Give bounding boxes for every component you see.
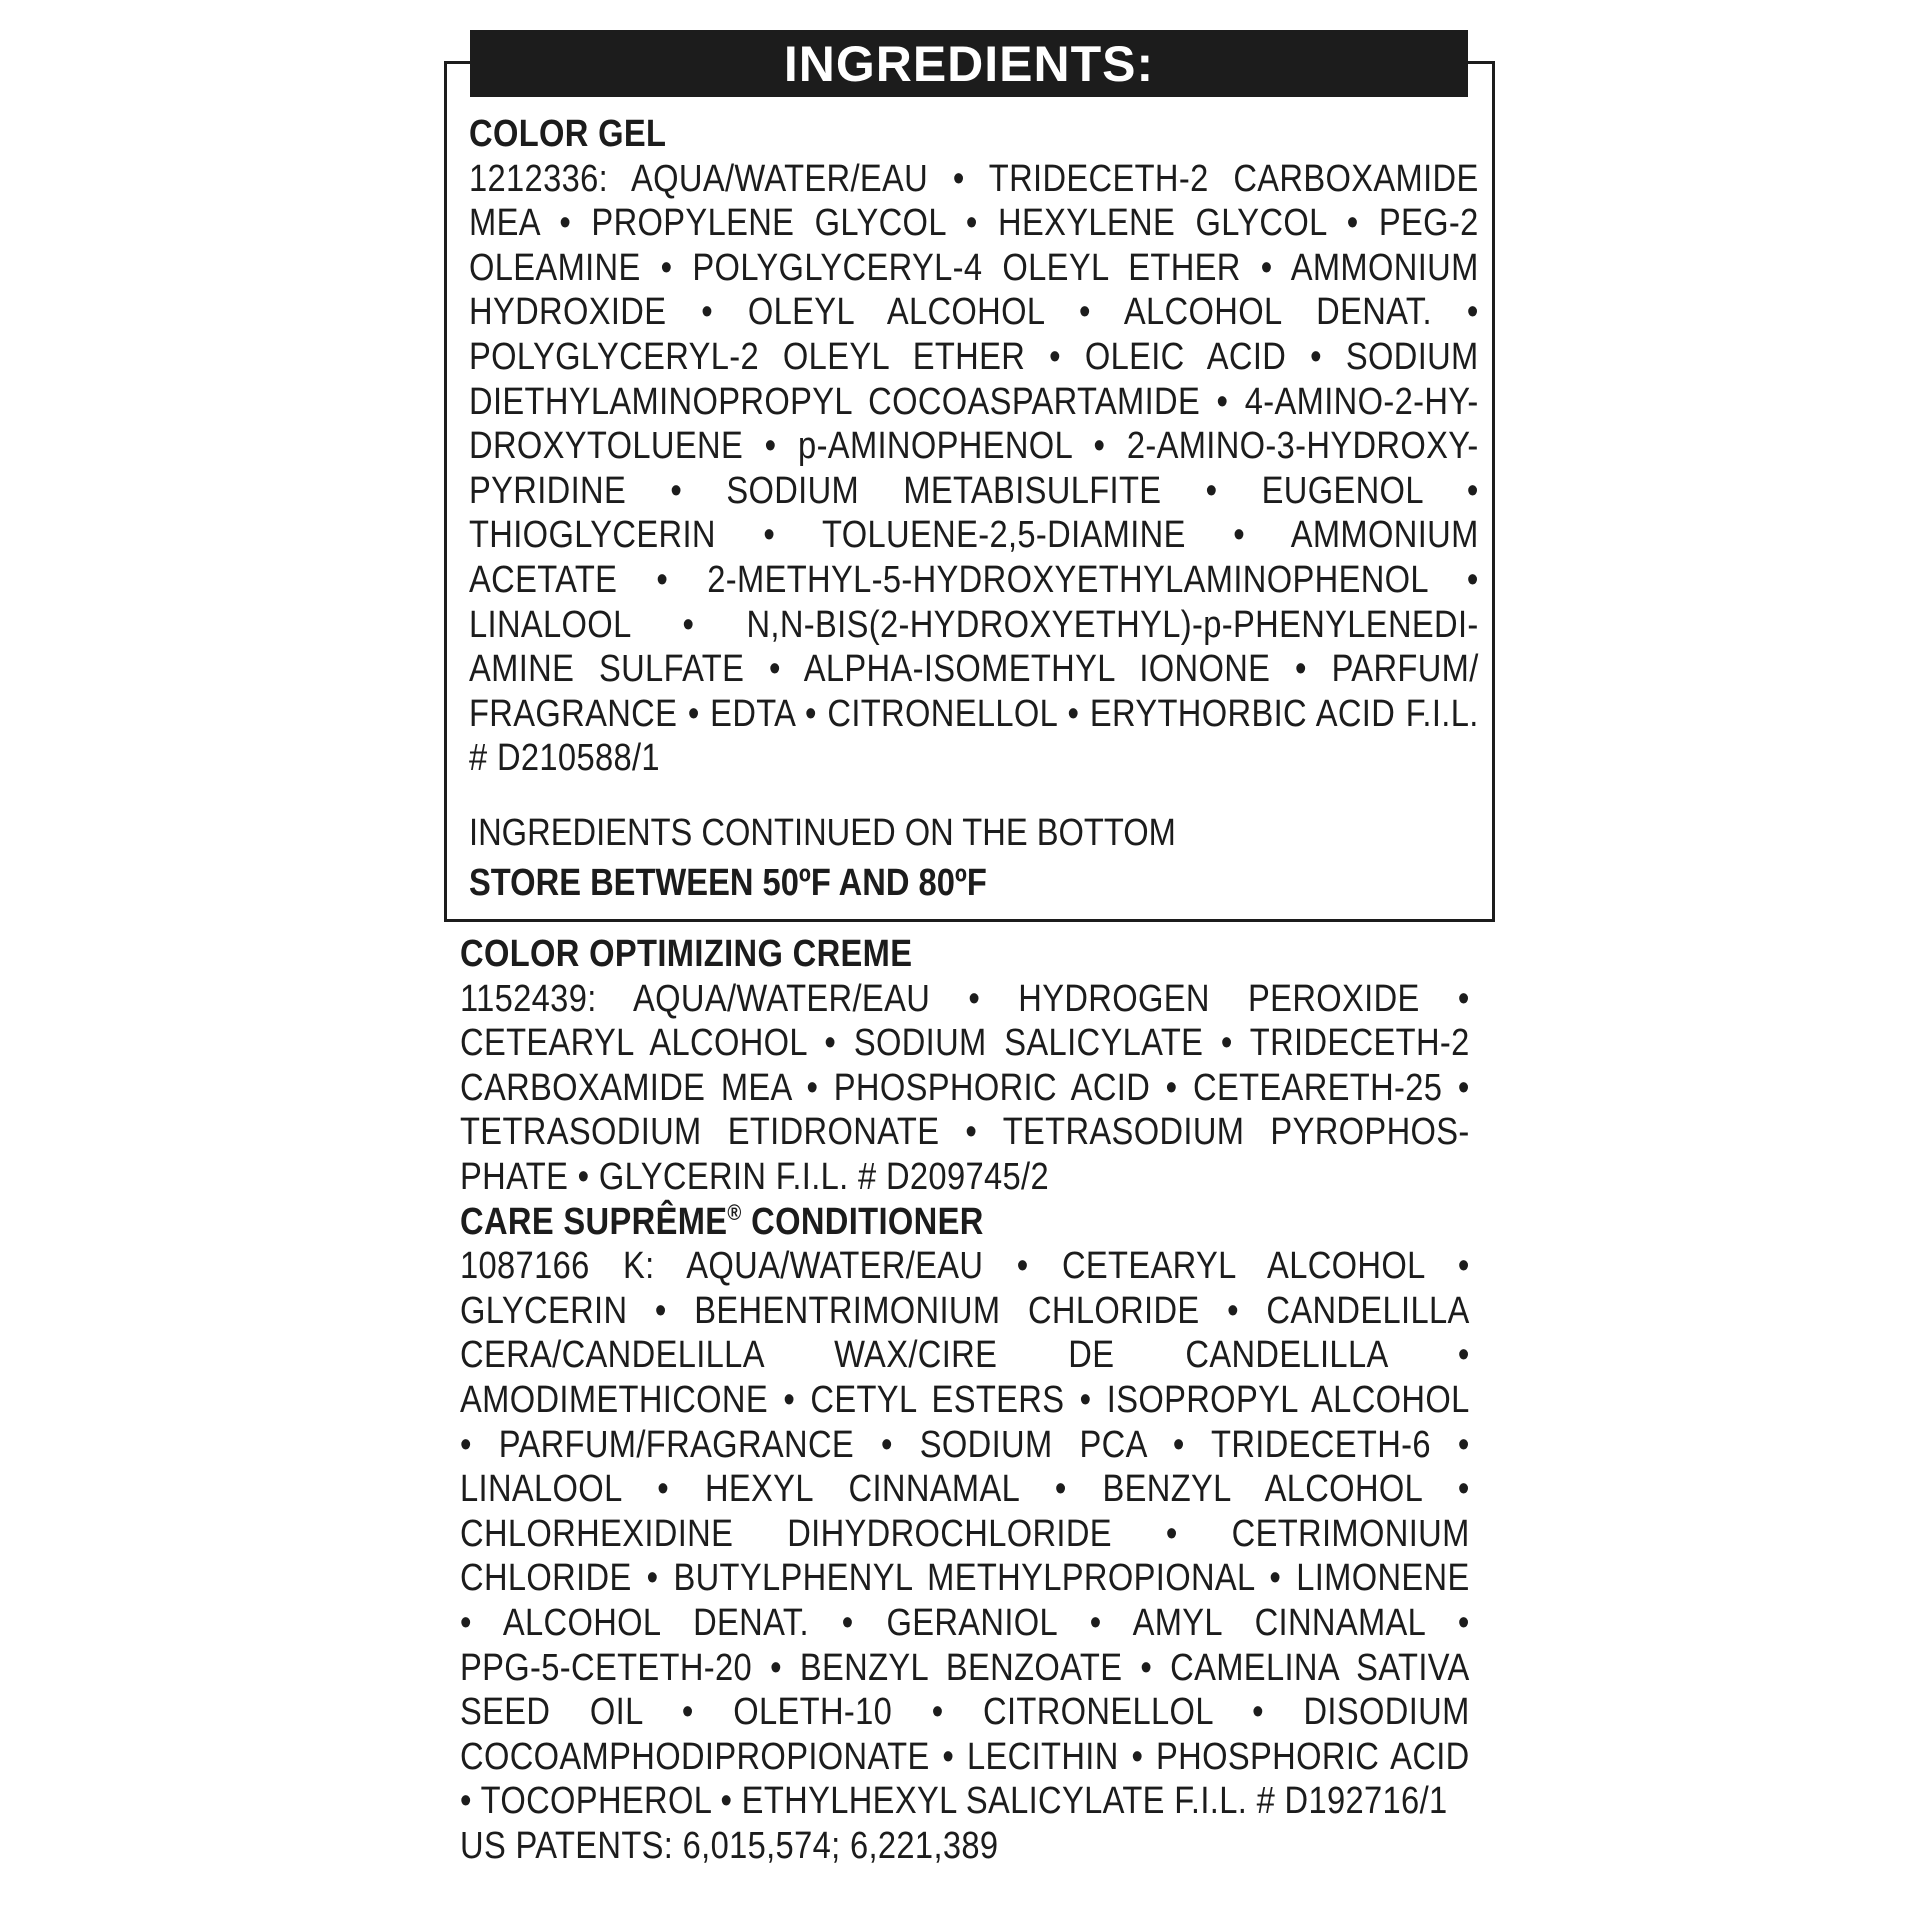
ingredient-line: DIETHYLAMINOPROPYL COCOASPARTAMIDE • 4-AMINO-2-HY- <box>469 380 1479 423</box>
ingredient-line: 1212336: AQUA/WATER/EAU • TRIDECETH-2 CARBOXAMIDE <box>469 157 1479 200</box>
ingredient-line: TETRASODIUM ETIDRONATE • TETRASODIUM PYROPHOS- <box>460 1111 1470 1154</box>
ingredient-line: OLEAMINE • POLYGLYCERYL-4 OLEYL ETHER • AMMONIUM <box>469 246 1479 289</box>
ingredient-line: AMODIMETHICONE • CETYL ESTERS • ISOPROPYL ALCOHOL <box>460 1378 1470 1421</box>
ingredient-line: LINALOOL • HEXYL CINNAMAL • BENZYL ALCOHOL • <box>460 1468 1470 1511</box>
conditioner-heading-suffix: CONDITIONER <box>741 1200 984 1243</box>
color-gel-notes <box>469 808 1479 908</box>
ingredient-line: PYRIDINE • SODIUM METABISULFITE • EUGENOL • <box>469 469 1479 512</box>
conditioner-heading-text: CARE SUPRÊME <box>460 1200 728 1243</box>
ingredient-line: PPG-5-CETETH-20 • BENZYL BENZOATE • CAMELINA SATIVA <box>460 1646 1470 1689</box>
ingredient-line: LINALOOL • N,N-BIS(2-HYDROXYETHYL)-p-PHENYLENEDI- <box>469 603 1479 646</box>
ingredient-line: GLYCERIN • BEHENTRIMONIUM CHLORIDE • CANDELILLA <box>460 1289 1470 1332</box>
care-supreme-conditioner-heading <box>460 1200 1470 1245</box>
ingredient-line: 1087166 K: AQUA/WATER/EAU • CETEARYL ALCOHOL • <box>460 1245 1470 1288</box>
ingredient-line: CERA/CANDELILLA WAX/CIRE DE CANDELILLA • <box>460 1334 1470 1377</box>
ingredient-line: # D210588/1 <box>469 737 660 780</box>
color-gel-section <box>469 112 1479 781</box>
ingredient-line: CHLORHEXIDINE DIHYDROCHLORIDE • CETRIMONIUM <box>460 1512 1470 1555</box>
ingredient-line: 1152439: AQUA/WATER/EAU • HYDROGEN PEROXIDE • <box>460 977 1470 1020</box>
ingredient-line: POLYGLYCERYL-2 OLEYL ETHER • OLEIC ACID • SODIUM <box>469 335 1479 378</box>
registered-mark: ® <box>727 1199 742 1225</box>
ingredient-line: • TOCOPHEROL • ETHYLHEXYL SALICYLATE F.I.L. # D192716/1 <box>460 1780 1448 1823</box>
ingredient-line: COCOAMPHODIPROPIONATE • LECITHIN • PHOSPHORIC ACID <box>460 1735 1470 1778</box>
lower-ingredients <box>460 932 1470 1868</box>
color-gel-heading: COLOR GEL <box>469 113 667 155</box>
ingredient-line: CETEARYL ALCOHOL • SODIUM SALICYLATE • TRIDECETH-2 <box>460 1022 1470 1065</box>
ingredient-line: ACETATE • 2-METHYL-5-HYDROXYETHYLAMINOPHENOL • <box>469 558 1479 601</box>
color-optimizing-creme-heading: COLOR OPTIMIZING CREME <box>460 933 913 975</box>
ingredients-header: INGREDIENTS: <box>470 30 1468 97</box>
ingredient-line: THIOGLYCERIN • TOLUENE-2,5-DIAMINE • AMMONIUM <box>469 514 1479 557</box>
ingredient-line: • ALCOHOL DENAT. • GERANIOL • AMYL CINNAMAL • <box>460 1601 1470 1644</box>
patents-line: US PATENTS: 6,015,574; 6,221,389 <box>460 1824 999 1867</box>
ingredient-line: HYDROXIDE • OLEYL ALCOHOL • ALCOHOL DENAT. • <box>469 291 1479 334</box>
ingredient-line: AMINE SULFATE • ALPHA-ISOMETHYL IONONE • PARFUM/ <box>469 648 1479 691</box>
storage-note: STORE BETWEEN 50ºF AND 80ºF <box>469 862 987 904</box>
ingredient-line: DROXYTOLUENE • p-AMINOPHENOL • 2-AMINO-3-HYDROXY- <box>469 425 1479 468</box>
ingredient-line: FRAGRANCE • EDTA • CITRONELLOL • ERYTHORBIC ACID F.I.L. <box>469 692 1479 735</box>
ingredient-line: • PARFUM/FRAGRANCE • SODIUM PCA • TRIDECETH-6 • <box>460 1423 1470 1466</box>
ingredient-line: MEA • PROPYLENE GLYCOL • HEXYLENE GLYCOL • PEG-2 <box>469 202 1479 245</box>
continued-note: INGREDIENTS CONTINUED ON THE BOTTOM <box>469 812 1176 854</box>
ingredient-line: CARBOXAMIDE MEA • PHOSPHORIC ACID • CETEARETH-25 • <box>460 1066 1470 1109</box>
ingredient-line: CHLORIDE • BUTYLPHENYL METHYLPROPIONAL • LIMONENE <box>460 1557 1470 1600</box>
ingredient-line: PHATE • GLYCERIN F.I.L. # D209745/2 <box>460 1155 1049 1198</box>
ingredient-line: SEED OIL • OLETH-10 • CITRONELLOL • DISODIUM <box>460 1691 1470 1734</box>
